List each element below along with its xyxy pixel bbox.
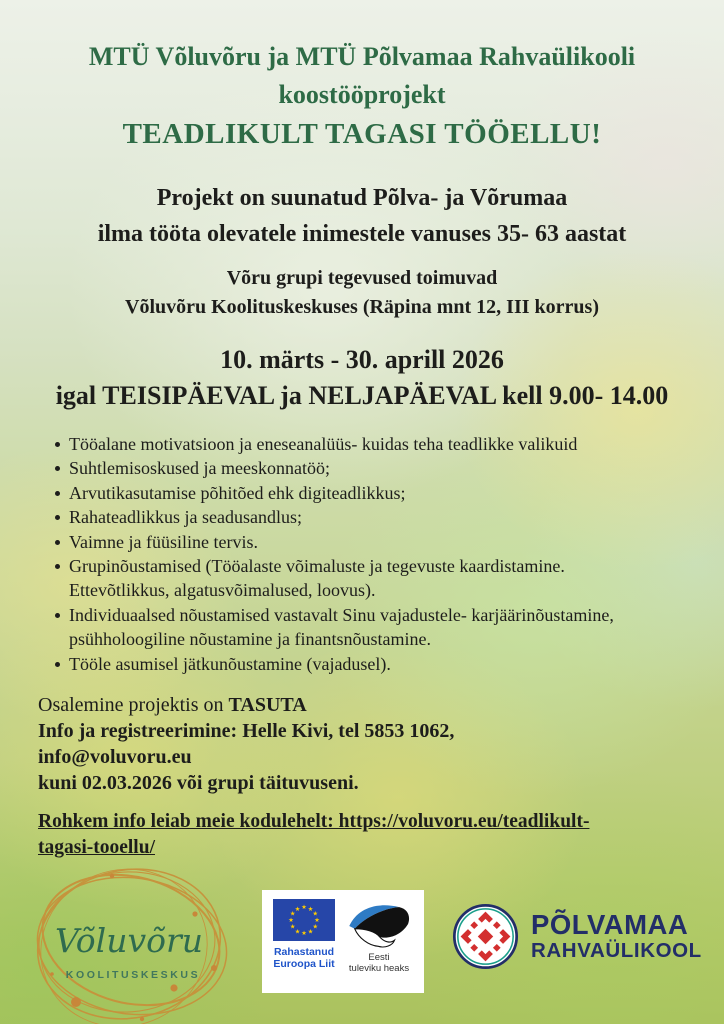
list-item [55,652,704,676]
list-item [55,505,704,529]
activity-text: Rahateadlikkus ja seadusandlus; [69,507,302,528]
header-org-line2: koostööprojekt [278,80,446,109]
svg-text:★: ★ [289,923,296,931]
svg-text:★: ★ [307,928,314,936]
list-item [55,456,704,480]
list-item [55,603,704,652]
participation-free-prefix: Osalemine projektis on [38,694,229,717]
target-audience [0,180,724,252]
eu-funding-logo [273,899,335,970]
list-item [55,481,704,505]
polvamaa-logo-text [531,911,702,961]
schedule-dates: 10. märts - 30. aprill 2026 [220,345,504,374]
activity-text: Grupinõustamised (Tööalaste võimaluste ja tegevuste kaardistamine. [69,556,565,577]
list-item [55,530,704,554]
polvamaa-logo-line1: PÕLVAMAA [531,909,689,941]
activity-text: Tööle asumisel jätkunõustamine (vajadusel). [69,653,391,674]
eu-flag-icon [273,899,335,941]
participation-free-line [38,692,704,718]
polvamaa-rahvaulikool-logo [452,903,702,970]
svg-text:★: ★ [314,917,320,925]
eesti-tuleviku-heaks-logo [345,899,413,974]
project-title: TEADLIKULT TAGASI TÖÖELLU! [122,118,602,150]
website-link[interactable] [38,809,704,861]
activity-text: Suhtlemisoskused ja meeskonnatöö; [69,458,330,479]
eesti-caption-line1: Eesti [368,952,390,963]
activities-list [55,432,704,676]
voluvoru-logo [22,856,236,1024]
website-link-line1: Rohkem info leiab meie kodulehelt: https://voluvoru.eu/teadlikult- [38,811,590,833]
polvamaa-logo-line2: RAHVAÜLIKOOL [531,939,702,963]
voluvoru-logo-subtitle: KOOLITUSKESKUS [65,969,201,981]
contact-email: info@voluvoru.eu [38,746,192,769]
polvamaa-emblem-icon [452,903,519,970]
venue [0,264,724,322]
website-link-line2: tagasi-tooellu/ [38,837,155,859]
header-org-line1: MTÜ Võluvõru ja MTÜ Põlvamaa Rahvaülikooli [88,42,636,71]
target-line1: Projekt on suunatud Põlva- ja Võrumaa [156,185,568,211]
estonia-swallow-icon [345,899,413,949]
eu-caption-line1: Rahastanud [273,946,335,958]
schedule [0,342,724,414]
eesti-caption [349,952,409,974]
funding-logos-box [262,890,424,993]
contact-info-line: Info ja registreerimine: Helle Kivi, tel 5853 1062, [38,720,455,743]
activity-text: Arvutikasutamise põhitõed ehk digiteadlikkus; [69,482,406,503]
svg-text:★: ★ [307,905,314,913]
target-line2: ilma tööta olevatele inimestele vanuses 35- 63 aastat [97,221,627,247]
svg-text:★: ★ [289,910,296,918]
svg-text:★: ★ [294,905,301,913]
activity-text: Tööalane motivatsioon ja eneseanalüüs- kuidas teha teadlikke valikuid [69,434,578,454]
svg-text:★: ★ [301,930,307,938]
activity-text-cont: Ettevõtlikkus, algatusvõimalused, loovus). [69,580,376,601]
venue-line1: Võru grupi tegevused toimuvad [226,267,498,289]
poster-header [0,0,724,154]
svg-text:★: ★ [301,904,307,912]
eesti-caption-line2: tuleviku heaks [348,963,410,974]
schedule-days: igal TEISIPÄEVAL ja NELJAPÄEVAL kell 9.00- 14.00 [55,381,669,410]
venue-line2: Võluvõru Koolituskeskuses (Räpina mnt 12, III korrus) [125,296,599,318]
activity-text: Vaimne ja füüsiline tervis. [69,531,258,552]
svg-text:★: ★ [288,917,294,925]
activity-text: Individuaalsed nõustamised vastavalt Sinu vajadustele- karjäärinõustamine, [69,604,614,625]
eu-caption-line2: Euroopa Liit [273,958,335,970]
activity-text-cont: psühholoogiline nõustamine ja finantsnõustamine. [69,629,431,650]
svg-text:★: ★ [294,928,301,936]
voluvoru-logo-name: Võluvõru [54,921,204,960]
svg-text:★: ★ [312,923,319,931]
list-item [55,554,704,603]
registration-deadline: kuni 02.03.2026 või grupi täituvuseni. [38,772,359,795]
free-badge-text: TASUTA [228,694,307,717]
eu-caption [273,946,334,970]
list-item [55,432,704,456]
svg-text:★: ★ [312,910,319,918]
contact-block [38,692,704,796]
